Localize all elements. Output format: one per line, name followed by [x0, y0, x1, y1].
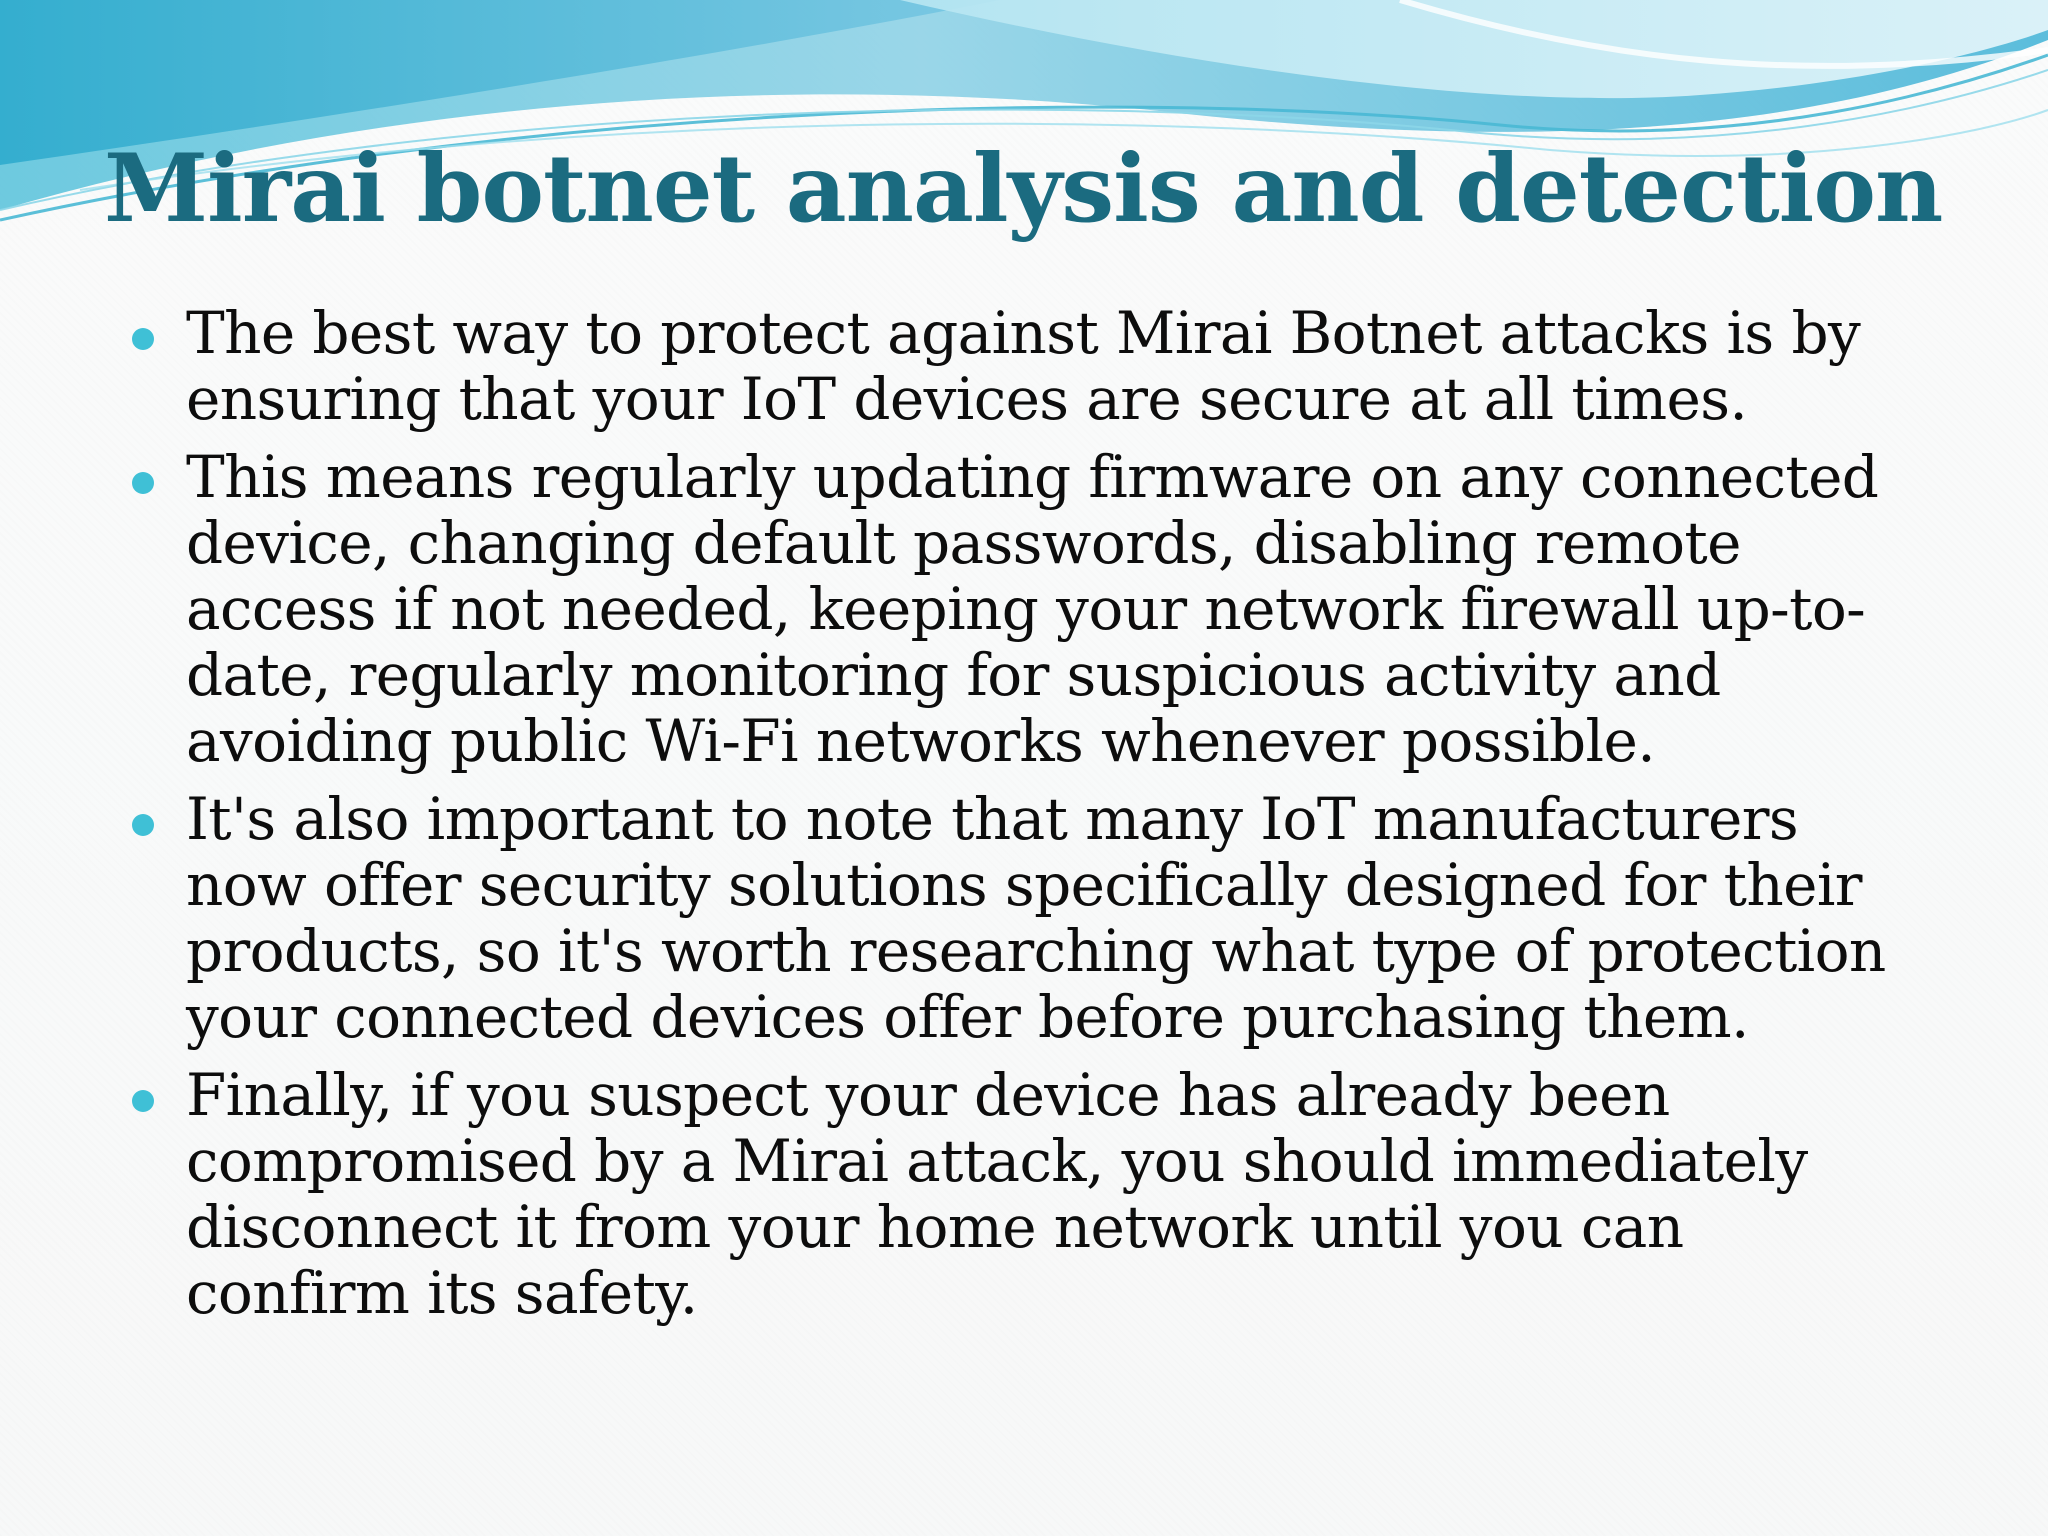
- bullet-item: [130, 300, 1910, 432]
- bullet-item: [130, 786, 1910, 1050]
- bullet-text: The best way to protect against Mirai Botnet attacks is by ensuring that your IoT devices are secure at all times.: [186, 299, 1861, 433]
- bullet-item: [130, 1062, 1910, 1326]
- bullet-item: [130, 444, 1910, 774]
- slide-title: Mirai botnet analysis and detection: [104, 134, 1943, 244]
- bullet-text: This means regularly updating firmware on any connected device, changing default passwords, disabling remote access if not needed, keeping your network firewall up-to-date, regularly monitoring for suspicious activity and avoiding public Wi-Fi networks whenever possible.: [186, 443, 1879, 775]
- bullet-text: Finally, if you suspect your device has already been compromised by a Mirai attack, you should immediately disconnect it from your home network until you can confirm its safety.: [186, 1061, 1808, 1327]
- bullet-dot-icon: [132, 1090, 154, 1112]
- bullet-dot-icon: [132, 472, 154, 494]
- bullet-list: [130, 300, 1910, 1338]
- bullet-dot-icon: [132, 814, 154, 836]
- bullet-text: It's also important to note that many IoT manufacturers now offer security solutions specifically designed for their products, so it's worth researching what type of protection your connected devices offer before purchasing them.: [186, 785, 1886, 1051]
- bullet-dot-icon: [132, 328, 154, 350]
